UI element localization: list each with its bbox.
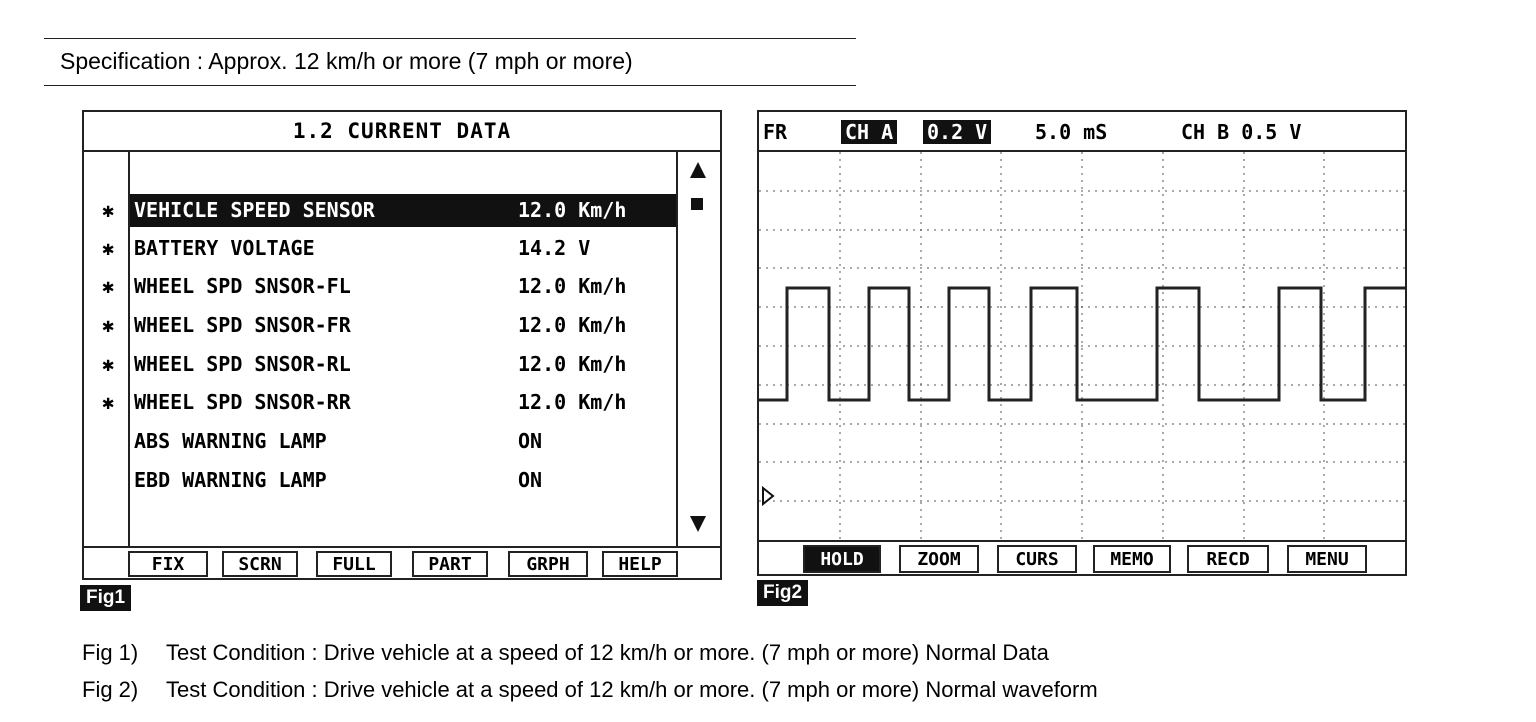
fig1-tag: Fig1 xyxy=(80,585,131,611)
row-marker: ✱ xyxy=(101,274,115,298)
screen-title: 1.2 CURRENT DATA xyxy=(84,112,720,152)
caption-fig1 xyxy=(82,640,1049,666)
zoom-button[interactable]: ZOOM xyxy=(899,545,979,573)
channel-a-label[interactable]: CH A xyxy=(841,120,897,144)
menu-button[interactable]: MENU xyxy=(1287,545,1367,573)
fig2-tag: Fig2 xyxy=(757,580,808,606)
item-name: BATTERY VOLTAGE xyxy=(134,236,315,260)
channel-b-label: CH B 0.5 V xyxy=(1181,120,1302,144)
item-name: WHEEL SPD SNSOR-FL xyxy=(134,274,351,298)
item-name: VEHICLE SPEED SENSOR xyxy=(134,198,375,222)
row-marker: ✱ xyxy=(101,352,115,376)
item-name: WHEEL SPD SNSOR-RL xyxy=(134,352,351,376)
memo-button[interactable]: MEMO xyxy=(1093,545,1171,573)
scrn-button[interactable]: SCRN xyxy=(222,551,298,577)
item-value: 12.0 Km/h xyxy=(518,390,627,414)
caption-text: Test Condition : Drive vehicle at a speed of 12 km/h or more. (7 mph or more) Normal Data xyxy=(166,640,1049,665)
scroll-up-icon[interactable] xyxy=(690,162,706,178)
grid-lines xyxy=(759,152,1405,540)
mode-label: FR xyxy=(763,120,788,144)
top-rule xyxy=(44,38,856,39)
current-data-screen xyxy=(82,110,722,580)
list-item[interactable] xyxy=(130,194,676,227)
caption-label: Fig 2) xyxy=(82,677,139,702)
row-marker: ✱ xyxy=(101,313,115,337)
part-button[interactable]: PART xyxy=(412,551,488,577)
row-marker: ✱ xyxy=(101,390,115,414)
oscilloscope-screen xyxy=(757,110,1407,576)
hold-button[interactable]: HOLD xyxy=(803,545,881,573)
scope-header xyxy=(759,112,1405,152)
item-value: 12.0 Km/h xyxy=(518,313,627,337)
list-item[interactable] xyxy=(130,309,676,342)
item-value: ON xyxy=(518,429,543,453)
row-marker: ✱ xyxy=(101,236,115,260)
full-button[interactable]: FULL xyxy=(316,551,392,577)
caption-label: Fig 1) xyxy=(82,640,139,665)
item-value: 12.0 Km/h xyxy=(518,198,627,222)
specification-text: Specification : Approx. 12 km/h or more (7 mph or more) xyxy=(60,48,633,74)
item-value: ON xyxy=(518,468,543,492)
curs-button[interactable]: CURS xyxy=(997,545,1077,573)
item-value: 14.2 V xyxy=(518,236,591,260)
data-list xyxy=(128,152,678,546)
caption-text: Test Condition : Drive vehicle at a speed of 12 km/h or more. (7 mph or more) Normal waveform xyxy=(166,677,1098,702)
trigger-marker-icon xyxy=(763,488,773,504)
scope-graticule xyxy=(759,152,1405,540)
scope-key-bar xyxy=(759,540,1405,574)
function-key-bar xyxy=(84,546,720,578)
item-value: 12.0 Km/h xyxy=(518,352,627,376)
list-item[interactable] xyxy=(130,232,676,265)
list-item[interactable] xyxy=(130,386,676,419)
scroll-thumb[interactable] xyxy=(691,198,703,210)
caption-fig2 xyxy=(82,677,1098,703)
list-item[interactable] xyxy=(130,425,676,458)
channel-a-scale[interactable]: 0.2 V xyxy=(923,120,991,144)
item-name: WHEEL SPD SNSOR-RR xyxy=(134,390,351,414)
list-item[interactable] xyxy=(130,348,676,381)
item-name: WHEEL SPD SNSOR-FR xyxy=(134,313,351,337)
help-button[interactable]: HELP xyxy=(602,551,678,577)
list-item[interactable] xyxy=(130,270,676,303)
fix-button[interactable]: FIX xyxy=(128,551,208,577)
item-name: EBD WARNING LAMP xyxy=(134,468,327,492)
item-value: 12.0 Km/h xyxy=(518,274,627,298)
recd-button[interactable]: RECD xyxy=(1187,545,1269,573)
list-item[interactable] xyxy=(130,464,676,497)
time-division: 5.0 mS xyxy=(1035,120,1108,144)
scroll-down-icon[interactable] xyxy=(690,516,706,532)
item-name: ABS WARNING LAMP xyxy=(134,429,327,453)
row-marker: ✱ xyxy=(101,198,115,222)
grph-button[interactable]: GRPH xyxy=(508,551,588,577)
bottom-rule xyxy=(44,85,856,86)
